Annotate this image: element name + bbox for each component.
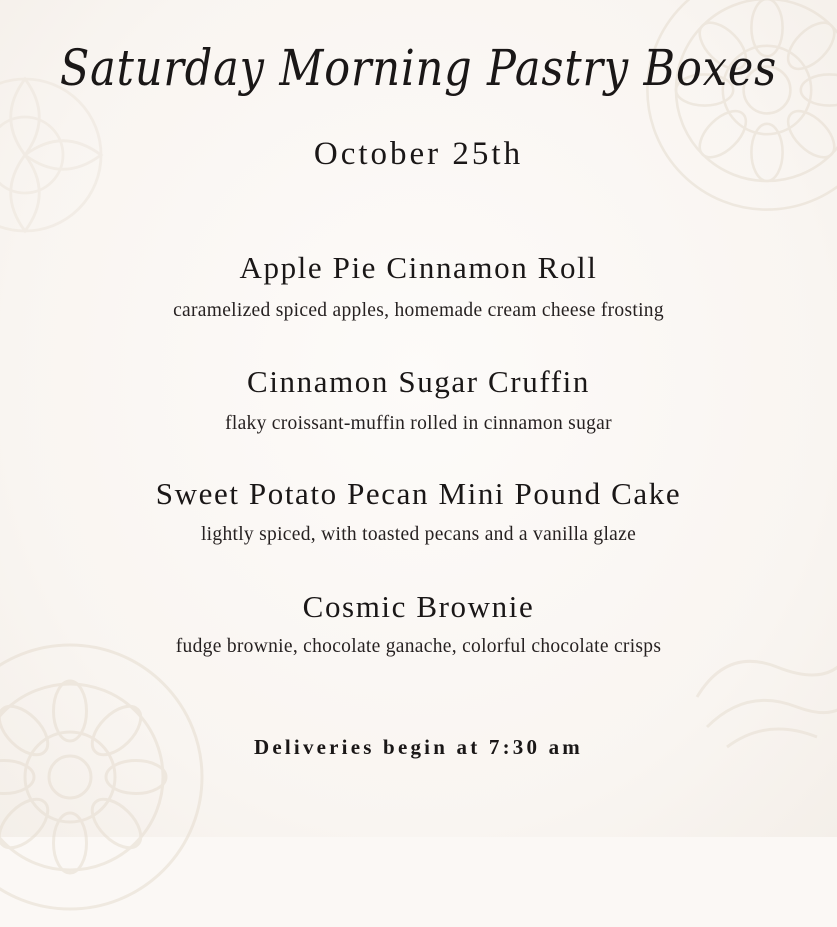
item-description: caramelized spiced apples, homemade cream cheese frosting [173,300,664,321]
item-name: Cosmic Brownie [302,589,535,624]
menu-title: Saturday Morning Pastry Boxes [59,39,778,97]
item-description: fudge brownie, chocolate ganache, colorful chocolate crisps [175,636,662,657]
item-name: Cinnamon Sugar Cruffin [247,364,590,399]
delivery-note: Deliveries begin at 7:30 am [253,735,584,759]
item-description: flaky croissant-muffin rolled in cinnamon sugar [225,413,612,434]
item-name: Sweet Potato Pecan Mini Pound Cake [155,476,682,511]
menu-date: October 25th [313,136,524,172]
item-description: lightly spiced, with toasted pecans and a vanilla glaze [200,524,637,545]
item-name: Apple Pie Cinnamon Roll [239,250,598,285]
